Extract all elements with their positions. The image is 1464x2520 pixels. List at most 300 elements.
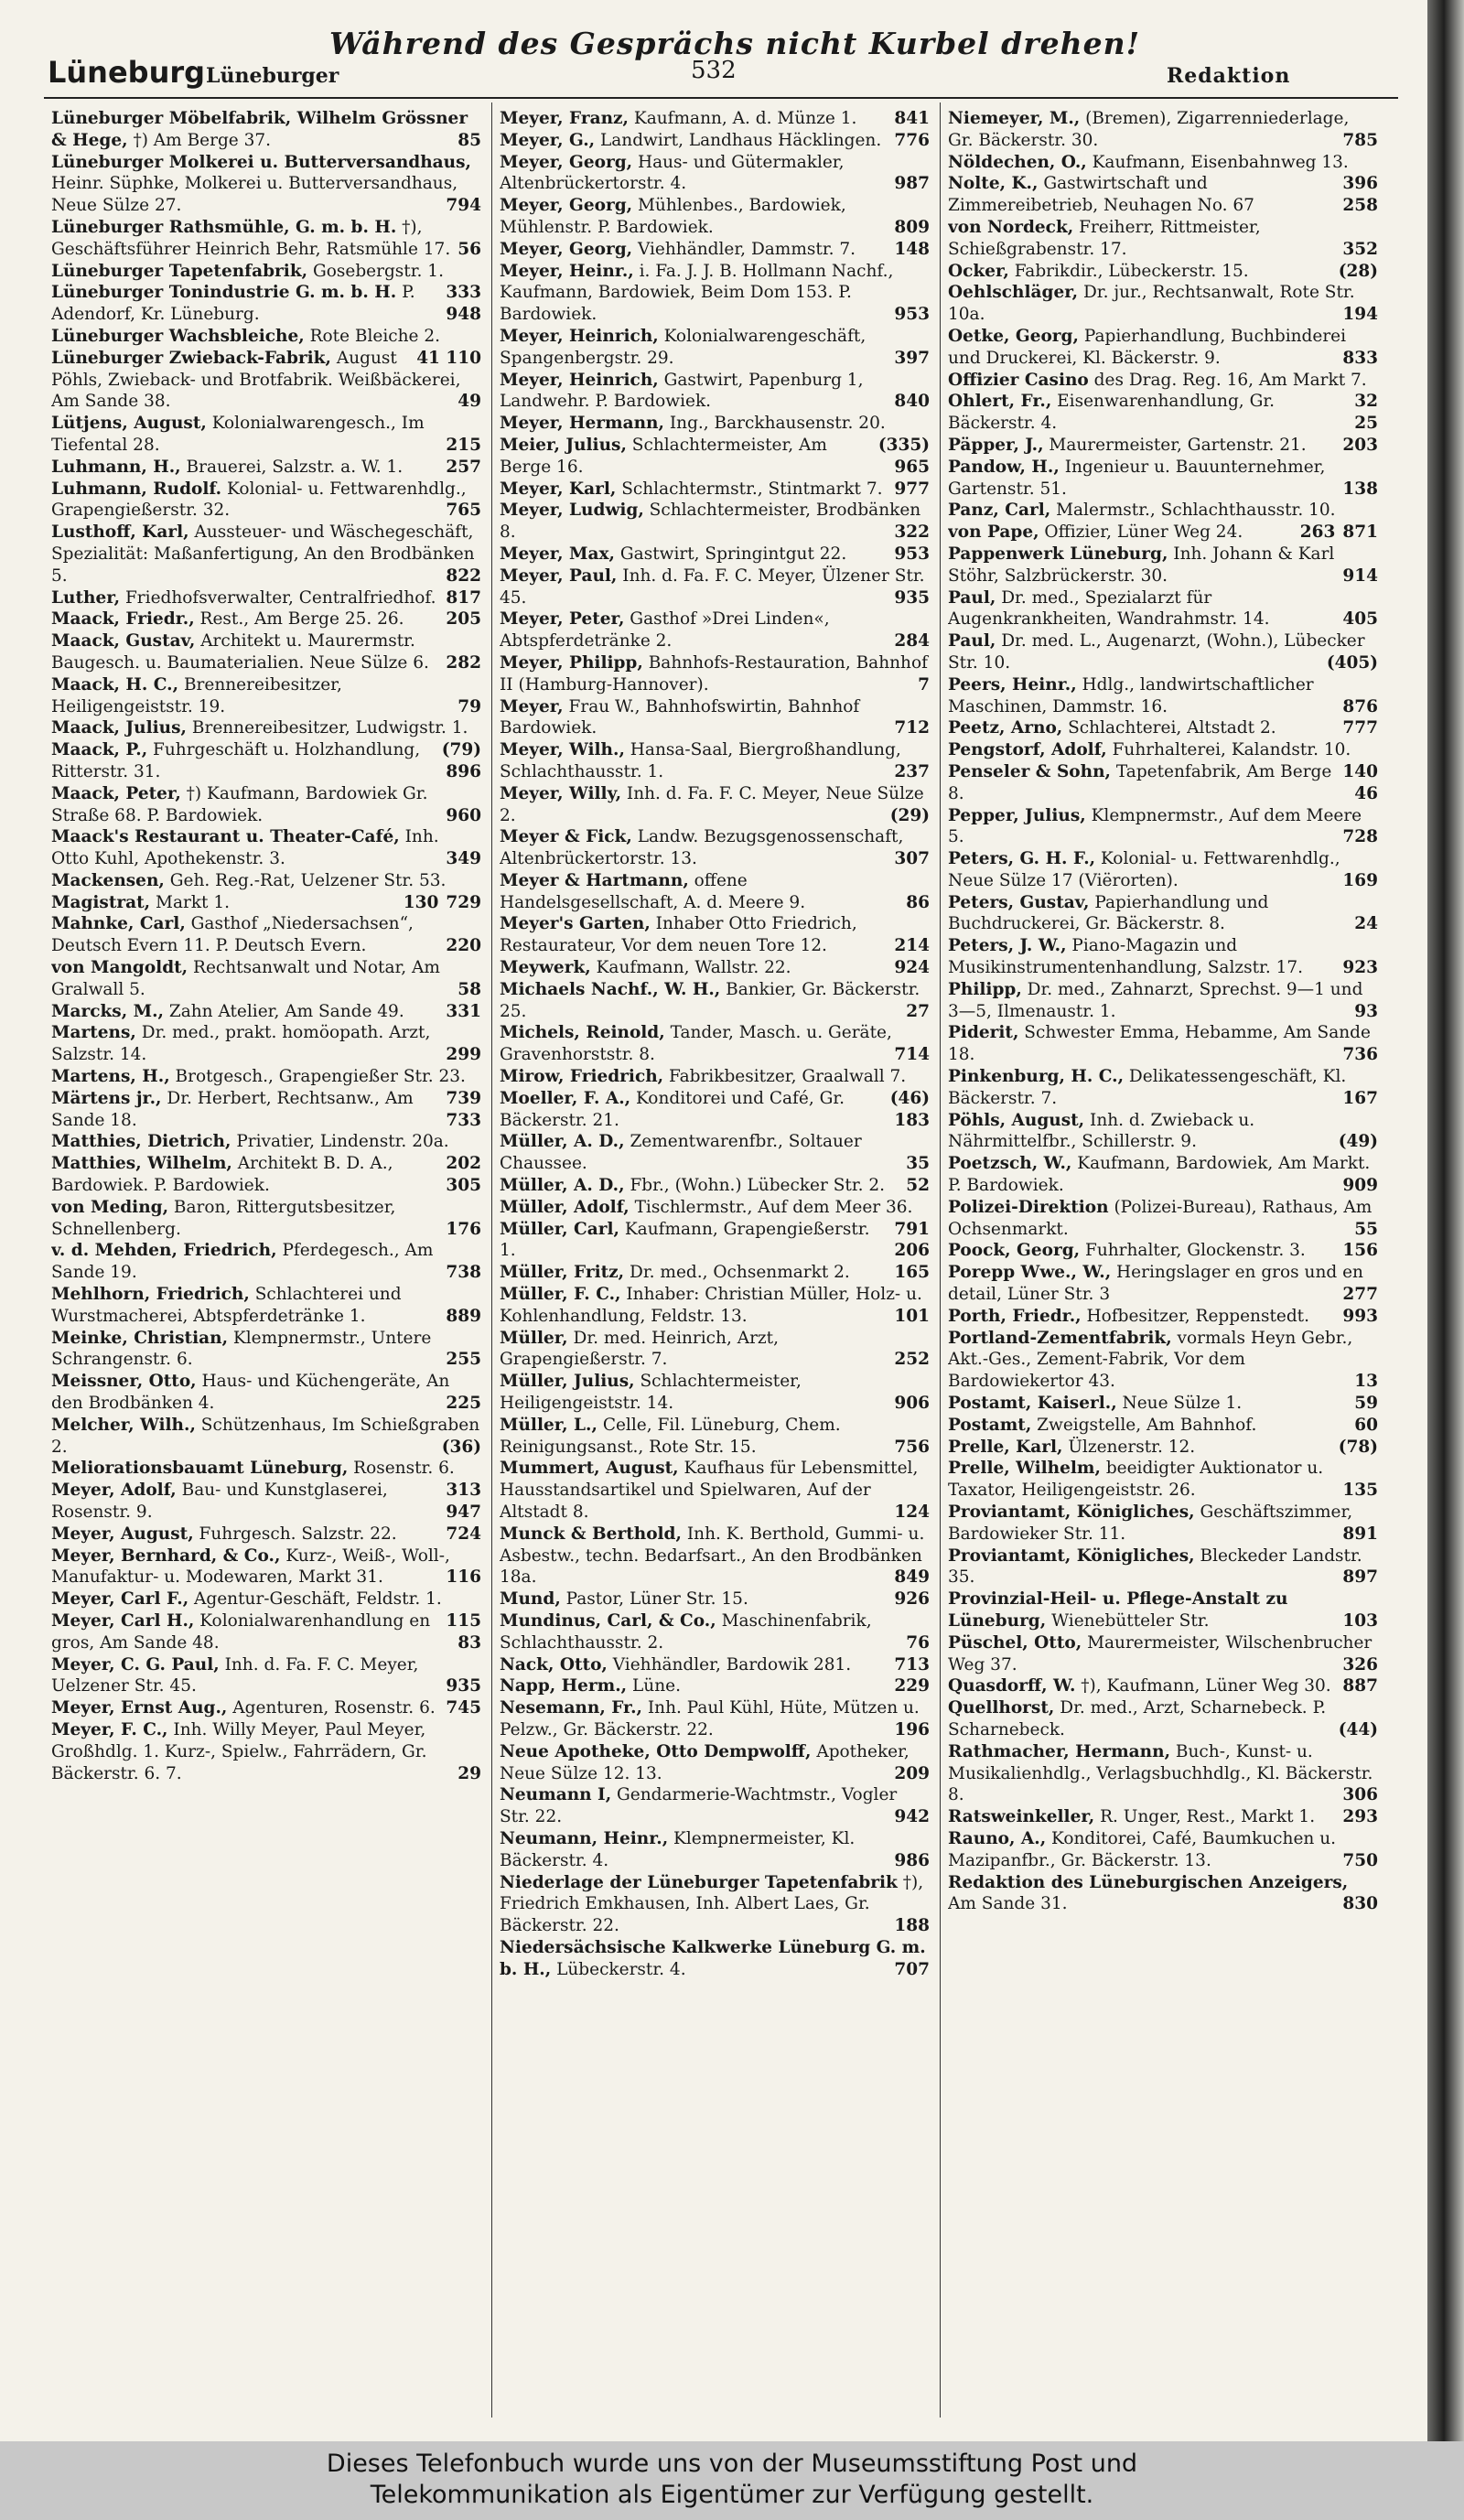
listing-entry	[500, 1610, 930, 1654]
phone-number: (78)	[1331, 1437, 1378, 1459]
listing-entry	[500, 435, 930, 479]
listing-details: August Pöhls, Zwieback- und Brotfabrik. Weißbäckerei, Am Sande 38.	[51, 348, 461, 412]
listing-details: Freiherr, Rittmeister, Schießgrabenstr. 17.	[948, 217, 1261, 259]
listing-name: Müller, Carl,	[500, 1219, 619, 1239]
listing-name: Nolte, K.,	[948, 174, 1039, 194]
listing-details: Klempnermstr., Auf dem Meere 5.	[948, 805, 1362, 847]
listing-name: Peters, G. H. F.,	[948, 849, 1096, 869]
listing-entry	[500, 1328, 930, 1372]
listing-entry	[500, 1284, 930, 1328]
listing-name: Meyer, Philipp,	[500, 652, 643, 673]
page-binding-edge	[1427, 0, 1464, 2441]
listing-entry	[51, 1415, 481, 1459]
listing-details: Kolonialwarengeschäft, Spangenbergstr. 29.	[500, 326, 867, 368]
listing-entry	[948, 1110, 1378, 1154]
listing-details: Markt 1.	[156, 892, 230, 912]
phone-number: 733	[438, 1110, 481, 1132]
phone-number: 960	[438, 805, 481, 827]
listing-details: Buch-, Kunst- u. Musikalienhdlg., Verlagsbuchhdlg., Kl. Bäckerstr. 8.	[948, 1741, 1373, 1805]
listing-details: †), Kaufmann, Lüner Weg 30.	[1081, 1676, 1331, 1696]
listing-details: Kaufmann, Grapengießerstr. 1.	[500, 1219, 870, 1261]
listing-name: Meyer's Garten,	[500, 914, 651, 934]
listing-details: Dr. jur., Rechtsanwalt, Rote Str. 10a.	[948, 283, 1355, 325]
listing-entry	[948, 522, 1378, 544]
listing-details: Lübeckerstr. 4.	[556, 1959, 686, 1979]
listing-details: Inhaber: Christian Müller, Holz- u. Kohlenhandlung, Feldstr. 13.	[500, 1285, 922, 1326]
listing-name: Pengstorf, Adolf,	[948, 740, 1107, 760]
listing-name: Oehlschläger,	[948, 283, 1079, 303]
phone-number: (46)	[883, 1088, 930, 1110]
listing-name: Polizei-Direktion	[948, 1197, 1109, 1217]
listing-details: Maurermeister, Wilschenbrucher Weg 37.	[948, 1632, 1372, 1675]
listing-entry	[948, 1415, 1378, 1437]
listing-name: Nöldechen, O.,	[948, 152, 1087, 172]
listing-entry	[948, 1545, 1378, 1589]
phone-number: 326	[1335, 1654, 1378, 1676]
listing-name: Poetzsch, W.,	[948, 1154, 1072, 1174]
listing-details: Ing., Barckhausenstr. 20.	[669, 414, 886, 434]
listing-details: Tapetenfabrik, Am Berge 8.	[948, 761, 1332, 803]
listing-name: Müller,	[500, 1328, 568, 1348]
listing-entry	[500, 1828, 930, 1872]
footer-line-1: Dieses Telefonbuch wurde uns von der Museumsstiftung Post und	[326, 2450, 1138, 2478]
phone-number: 115	[438, 1610, 481, 1632]
phone-number: 948	[438, 304, 481, 326]
listing-name: Meissner, Otto,	[51, 1372, 197, 1392]
phone-number: 83	[450, 1632, 481, 1654]
listing-details: Hansa-Saal, Biergroßhandlung, Schlachthausstr. 1.	[500, 740, 901, 781]
listing-name: Ratsweinkeller,	[948, 1807, 1095, 1827]
listing-name: Müller, A. D.,	[500, 1132, 625, 1152]
listing-details: Viehhändler, Dammstr. 7.	[637, 239, 856, 259]
listing-name: Meyer, Ludwig,	[500, 501, 644, 521]
listing-entry	[51, 1001, 481, 1023]
listing-details: (Polizei-Bureau), Rathaus, Am Ochsenmarkt.	[948, 1197, 1372, 1239]
listing-name: Meyer, August,	[51, 1524, 194, 1544]
listing-details: Dr. med. L., Augenarzt, (Wohn.), Lübecker Str. 10.	[948, 631, 1365, 673]
listing-name: Panz, Carl,	[948, 501, 1051, 521]
listing-entry	[948, 892, 1378, 936]
listing-details: Tander, Masch. u. Geräte, Gravenhorststr. 8.	[500, 1023, 892, 1065]
listing-entry	[51, 674, 481, 718]
listing-name: Meyer, Franz,	[500, 109, 629, 128]
listing-details: Eisenwarenhandlung, Gr. Bäckerstr. 4.	[948, 392, 1276, 434]
listing-name: Mirow, Friedrich,	[500, 1067, 664, 1087]
listing-details: Brotgesch., Grapengießer Str. 23.	[175, 1067, 466, 1087]
listing-entry	[948, 630, 1378, 674]
phone-number: 156	[1335, 1240, 1378, 1262]
listing-entry	[948, 1588, 1378, 1632]
phone-number: 206	[887, 1240, 930, 1262]
phone-number: 229	[887, 1675, 930, 1697]
listing-name: Meyer, Heinr.,	[500, 261, 634, 281]
listing-name: Meyer, Heinrich,	[500, 370, 659, 390]
directory-column-3	[948, 108, 1378, 2414]
listing-name: Oetke, Georg,	[948, 326, 1079, 346]
listing-entry	[948, 587, 1378, 631]
listing-details: Privatier, Lindenstr. 20a.	[236, 1132, 449, 1152]
listing-name: Meyer, Adolf,	[51, 1481, 177, 1501]
phone-number: 896	[438, 761, 481, 783]
listing-name: Meyer, Peter,	[500, 609, 625, 630]
listing-details: †) Am Berge 37.	[133, 130, 272, 150]
listing-details: Gendarmerie-Wachtmstr., Vogler Str. 22.	[500, 1785, 898, 1827]
listing-details: Papierhandlung, Buchbinderei und Druckerei, Kl. Bäckerstr. 9.	[948, 326, 1347, 368]
listing-details: Inh. Willy Meyer, Paul Meyer, Großhdlg. 1. Kurz-, Spielw., Fahrrädern, Gr. Bäckerstr. 6. 7.	[51, 1719, 427, 1783]
listing-details: Rosenstr. 6.	[353, 1459, 455, 1479]
listing-entry	[500, 1088, 930, 1132]
phone-number: 840	[887, 391, 930, 413]
listing-name: Müller, A. D.,	[500, 1176, 625, 1196]
phone-number: 953	[887, 304, 930, 326]
listing-entry	[948, 979, 1378, 1023]
phone-number: 906	[887, 1393, 930, 1415]
listing-entry	[51, 1654, 481, 1698]
listing-entry	[51, 479, 481, 522]
listing-name: Provinzial-Heil- u. Pflege-Anstalt zu Lüneburg,	[948, 1589, 1288, 1631]
phone-number: (44)	[1331, 1719, 1378, 1741]
listing-details: Kolonial- u. Fettwarenhdlg., Grapengießerstr. 32.	[51, 479, 467, 521]
phone-number: 130	[396, 892, 439, 914]
listing-details: Apotheker, Neue Sülze 12. 13.	[500, 1741, 910, 1783]
listing-details: Inh. Paul Kühl, Hüte, Mützen u. Pelzw., Gr. Bäckerstr. 22.	[500, 1698, 920, 1739]
listing-name: Pandow, H.,	[948, 457, 1060, 477]
phone-number: 876	[1335, 696, 1378, 718]
listing-entry	[500, 957, 930, 979]
phone-number: 215	[438, 435, 481, 457]
listing-details: Hdlg., landwirtschaftlicher Maschinen, Dammstr. 16.	[948, 674, 1314, 716]
column-divider	[940, 102, 941, 2418]
listing-entry	[948, 326, 1378, 370]
listing-entry	[500, 1371, 930, 1415]
listing-details: Konditorei, Café, Baumkuchen u. Mazipanfbr., Gr. Bäckerstr. 13.	[948, 1828, 1336, 1870]
listing-details: Fuhrhalterei, Kalandstr. 10.	[1112, 740, 1351, 760]
listing-name: Meyer, Hermann,	[500, 414, 664, 434]
listing-details: Neue Sülze 1.	[1122, 1394, 1243, 1414]
listing-details: Maurermeister, Gartenstr. 21.	[1049, 435, 1307, 455]
listing-entry	[51, 1284, 481, 1328]
listing-details: Landw. Bezugsgenossenschaft, Altenbrückertorstr. 13.	[500, 827, 904, 869]
listing-name: Müller, Julius,	[500, 1372, 635, 1392]
phone-number: 138	[1335, 479, 1378, 501]
phone-number: 713	[887, 1654, 930, 1676]
phone-number: 49	[450, 391, 481, 413]
listing-name: Marcks, M.,	[51, 1001, 164, 1021]
listing-details: Kolonialwarenhandlung en gros, Am Sande 48.	[51, 1610, 431, 1653]
listing-name: Prelle, Wilhelm,	[948, 1459, 1101, 1479]
phone-number: 965	[887, 457, 930, 479]
phone-number: 209	[887, 1763, 930, 1785]
listing-entry	[500, 1741, 930, 1785]
listing-name: Niedersächsische Kalkwerke Lüneburg G. m. b. H.,	[500, 1937, 926, 1979]
listing-name: Meyer,	[500, 696, 564, 716]
listing-details: Zahn Atelier, Am Sande 49.	[168, 1001, 404, 1021]
listing-name: Neue Apotheke, Otto Dempwolff,	[500, 1741, 812, 1761]
listing-name: Mundinus, Carl, & Co.,	[500, 1610, 716, 1631]
phone-number: 785	[1335, 130, 1378, 152]
listing-entry	[948, 1632, 1378, 1676]
listing-name: Matthies, Wilhelm,	[51, 1154, 232, 1174]
listing-details: Inhaber Otto Friedrich, Restaurateur, Vor dem neuen Tore 12.	[500, 914, 857, 956]
listing-name: Meyer & Fick,	[500, 827, 632, 847]
listing-entry	[51, 1697, 481, 1719]
listing-entry	[948, 761, 1378, 805]
phone-number: 841	[887, 108, 930, 130]
phone-number: 833	[1335, 348, 1378, 370]
listing-name: Lüneburger Molkerei u. Butterversandhaus,	[51, 152, 471, 172]
phone-number: 724	[438, 1524, 481, 1545]
phone-number: 935	[438, 1675, 481, 1697]
listing-details: Bahnhofs-Restauration, Bahnhof II (Hamburg-Hannover).	[500, 652, 928, 695]
phone-number: 59	[1347, 1393, 1378, 1415]
listing-details: Kaufmann, A. d. Münze 1.	[633, 109, 857, 128]
phone-number: 24	[1347, 913, 1378, 935]
phone-number: 887	[1335, 1675, 1378, 1697]
listing-name: Mahnke, Carl,	[51, 914, 186, 934]
phone-number: 263	[1293, 522, 1336, 544]
phone-number: 333	[438, 282, 481, 304]
listing-name: Meyer, G.,	[500, 130, 596, 150]
listing-name: Meinke, Christian,	[51, 1328, 229, 1348]
listing-entry	[500, 565, 930, 609]
listing-name: Proviantamt, Königliches,	[948, 1502, 1195, 1522]
listing-name: Proviantamt, Königliches,	[948, 1545, 1195, 1566]
listing-details: Klempnermeister, Kl. Bäckerstr. 4.	[500, 1828, 856, 1870]
phone-number: 977	[887, 479, 930, 501]
listing-name: Maack, Peter,	[51, 783, 181, 803]
listing-details: Fbr., (Wohn.) Lübecker Str. 2.	[630, 1176, 886, 1196]
listing-entry	[948, 674, 1378, 718]
listing-details: Schlachterei und Wurstmacherei, Abtspferdetränke 1.	[51, 1285, 402, 1326]
listing-entry	[51, 1371, 481, 1415]
phone-number: 397	[887, 348, 930, 370]
listing-name: Pinkenburg, H. C.,	[948, 1067, 1125, 1087]
directory-column-2	[500, 108, 930, 2414]
listing-name: Meyer, Bernhard, & Co.,	[51, 1545, 281, 1566]
listing-details: Zweigstelle, Am Bahnhof.	[1037, 1415, 1257, 1435]
listing-entry	[948, 1022, 1378, 1066]
phone-number: 277	[1335, 1284, 1378, 1306]
phone-number: 926	[887, 1588, 930, 1610]
listing-name: v. d. Mehden, Friedrich,	[51, 1241, 277, 1261]
phone-number: (49)	[1331, 1131, 1378, 1153]
listing-name: Müller, Adolf,	[500, 1197, 630, 1217]
listing-entry	[51, 1610, 481, 1654]
listing-details: Schwester Emma, Hebamme, Am Sande 18.	[948, 1023, 1371, 1065]
listing-name: Matthies, Dietrich,	[51, 1132, 231, 1152]
listing-name: Rauno, A.,	[948, 1828, 1047, 1848]
listing-details: Haus- und Gütermakler, Altenbrückertorstr. 4.	[500, 152, 845, 194]
listing-details: Mühlenbes., Bardowiek, Mühlenstr. P. Bardowiek.	[500, 196, 846, 237]
listing-entry	[51, 152, 481, 217]
listing-name: Munck & Berthold,	[500, 1524, 682, 1544]
phone-number: 205	[438, 608, 481, 630]
listing-entry	[500, 608, 930, 652]
phone-number: 203	[1335, 435, 1378, 457]
listing-name: Niemeyer, M.,	[948, 109, 1081, 128]
phone-number: 188	[887, 1915, 930, 1937]
listing-entry	[51, 522, 481, 587]
listing-details: Zementwarenfbr., Soltauer Chaussee.	[500, 1132, 862, 1174]
phone-number: (405)	[1319, 652, 1378, 674]
phone-number: 46	[1347, 783, 1378, 805]
listing-entry	[51, 1524, 481, 1545]
phone-number: 729	[438, 892, 481, 914]
listing-name: Melcher, Wilh.,	[51, 1415, 196, 1435]
phone-number: 942	[887, 1806, 930, 1828]
listing-details: Inh. Otto Kuhl, Apothekenstr. 3.	[51, 827, 439, 869]
listing-entry	[948, 457, 1378, 501]
phone-number: 794	[438, 195, 481, 217]
phone-number: 225	[438, 1393, 481, 1415]
listing-name: Peters, J. W.,	[948, 936, 1067, 956]
listing-details: Piano-Magazin und Musikinstrumentenhandlung, Salzstr. 17.	[948, 936, 1304, 978]
listing-name: Nesemann, Fr.,	[500, 1698, 642, 1718]
listing-name: Meyer, Willy,	[500, 783, 622, 803]
listing-details: Baron, Rittergutsbesitzer, Schnellenberg.	[51, 1197, 396, 1239]
listing-name: Portland-Zementfabrik,	[948, 1328, 1172, 1348]
listing-details: Bleckeder Landstr. 35.	[948, 1545, 1362, 1588]
listing-name: Mehlhorn, Friedrich,	[51, 1285, 250, 1305]
listing-details: des Drag. Reg. 16, Am Markt 7.	[1093, 370, 1367, 390]
listing-name: Porepp Wwe., W.,	[948, 1263, 1112, 1283]
listing-name: Rathmacher, Hermann,	[948, 1741, 1171, 1761]
listing-entry	[51, 217, 481, 261]
phone-number: 924	[887, 957, 930, 979]
listing-details: Inh. d. Fa. F. C. Meyer, Neue Sülze 2.	[500, 783, 924, 825]
listing-details: Fuhrhalter, Glockenstr. 3.	[1084, 1241, 1306, 1261]
listing-details: Maschinenfabrik, Schlachthausstr. 2.	[500, 1610, 872, 1653]
listing-entry	[500, 979, 930, 1023]
listing-name: Märtens jr.,	[51, 1088, 162, 1108]
phone-number: 148	[887, 239, 930, 261]
listing-name: Poock, Georg,	[948, 1241, 1081, 1261]
phone-number: 891	[1335, 1524, 1378, 1545]
listing-name: Pepper, Julius,	[948, 805, 1086, 825]
listing-details: Geh. Reg.-Rat, Uelzener Str. 53.	[169, 870, 447, 890]
listing-details: Schlachtermstr., Stintmarkt 7.	[621, 479, 883, 499]
listing-name: Ocker,	[948, 261, 1009, 281]
phone-number: (36)	[435, 1437, 481, 1459]
phone-number: 237	[887, 761, 930, 783]
phone-number: 214	[887, 935, 930, 957]
listing-name: Lütjens, August,	[51, 414, 207, 434]
phone-number: 124	[887, 1502, 930, 1524]
phone-number: 305	[438, 1175, 481, 1197]
listing-details: Fabrikbesitzer, Graalwall 7.	[669, 1067, 907, 1087]
phone-number: 7	[910, 674, 930, 696]
listing-details: Agentur-Geschäft, Feldstr. 1.	[194, 1589, 442, 1610]
listing-details: Gastwirtschaft und Zimmereibetrieb, Neuhagen No. 67	[948, 174, 1254, 216]
listing-entry	[948, 217, 1378, 261]
listing-entry	[500, 1784, 930, 1828]
phone-number: 55	[1347, 1219, 1378, 1241]
phone-number: 196	[887, 1719, 930, 1741]
listing-name: Luhmann, Rudolf.	[51, 479, 222, 499]
listing-details: Fuhrgesch. Salzstr. 22.	[199, 1524, 397, 1544]
listing-entry	[500, 1872, 930, 1937]
listing-details: Gastwirt, Springintgut 22.	[619, 544, 847, 564]
listing-name: Meyer, Karl,	[500, 479, 617, 499]
listing-details: Delikatessengeschäft, Kl. Bäckerstr. 7.	[948, 1067, 1347, 1108]
listing-details: Tischlermstr., Auf dem Meer 36.	[634, 1197, 913, 1217]
listing-details: Architekt B. D. A., Bardowiek. P. Bardowiek.	[51, 1154, 393, 1196]
listing-details: vormals Heyn Gebr., Akt.-Ges., Zement-Fabrik, Vor dem Bardowiekertor 43.	[948, 1328, 1353, 1392]
listing-name: Lüneburger Zwieback-Fabrik,	[51, 348, 331, 368]
listing-entry	[500, 152, 930, 196]
listing-details: Dr. med., Zahnarzt, Sprechst. 9—1 und 3—5, Ilmenaustr. 1.	[948, 979, 1363, 1021]
listing-details: Schlachtermeister, Heiligengeiststr. 14.	[500, 1372, 802, 1414]
phone-number: 140	[1335, 761, 1378, 783]
phone-number: 58	[450, 979, 481, 1001]
phone-number: 25	[1347, 413, 1378, 435]
phone-number: 986	[887, 1850, 930, 1872]
listing-entry	[500, 1458, 930, 1523]
phone-number: 871	[1335, 522, 1378, 544]
listing-entry	[500, 1175, 930, 1197]
listing-entry	[948, 1741, 1378, 1806]
listing-entry	[948, 1328, 1378, 1393]
listing-details: Fuhrgeschäft u. Holzhandlung, Ritterstr. 31.	[51, 740, 421, 781]
listing-entry	[948, 108, 1378, 152]
listing-entry	[500, 1524, 930, 1588]
listing-details: Heringslager en gros und en detail, Lüner Str. 3	[948, 1263, 1363, 1305]
listing-entry	[948, 1437, 1378, 1459]
listing-entry	[500, 870, 930, 914]
listing-name: Maack's Restaurant u. Theater-Café,	[51, 827, 400, 847]
listing-entry	[51, 1328, 481, 1372]
listing-name: Peetz, Arno,	[948, 718, 1063, 738]
phone-number: 728	[1335, 826, 1378, 848]
listing-details: Schützenhaus, Im Schießgraben 2.	[51, 1415, 480, 1457]
phone-number: 745	[438, 1697, 481, 1719]
listing-details: Dr. med., Spezialarzt für Augenkrankheiten, Wandrahmstr. 14.	[948, 587, 1270, 630]
listing-name: Prelle, Karl,	[948, 1437, 1063, 1457]
phone-number: 331	[438, 1001, 481, 1023]
phone-number: 176	[438, 1219, 481, 1241]
listing-entry	[500, 130, 930, 152]
listing-name: Mummert, August,	[500, 1459, 679, 1479]
listing-entry	[500, 1415, 930, 1459]
listing-name: Meyer & Hartmann,	[500, 870, 689, 890]
listing-name: von Mangoldt,	[51, 958, 188, 978]
listing-details: Schlachtermeister, Am Berge 16.	[500, 435, 827, 477]
listing-name: Mackensen,	[51, 870, 165, 890]
listing-details: Gastwirt, Papenburg 1, Landwehr. P. Bardowiek.	[500, 370, 864, 412]
listing-name: Päpper, J.,	[948, 435, 1044, 455]
listing-entry	[51, 957, 481, 1001]
listing-name: Pappenwerk Lüneburg,	[948, 544, 1168, 564]
listing-entry	[51, 282, 481, 326]
listing-name: Lüneburger Möbelfabrik, Wilhelm Grössner & Hege,	[51, 109, 468, 150]
listing-name: Maack, Julius,	[51, 718, 187, 738]
phone-number: 293	[1335, 1806, 1378, 1828]
listing-entry	[948, 805, 1378, 849]
listing-details: †) Kaufmann, Bardowiek Gr. Straße 68. P. Bardowiek.	[51, 783, 428, 825]
phone-number: 349	[438, 848, 481, 870]
listing-entry	[500, 1131, 930, 1175]
listing-entry	[948, 1828, 1378, 1872]
listing-name: Mund,	[500, 1589, 561, 1610]
listing-name: Meyer, Carl F.,	[51, 1589, 189, 1610]
listing-details: Brauerei, Salzstr. a. W. 1.	[186, 457, 404, 477]
listing-details: (Bremen), Zigarrenniederlage, Gr. Bäckerstr. 30.	[948, 109, 1350, 150]
listing-details: Wienebütteler Str.	[1051, 1610, 1210, 1631]
listing-name: Müller, F. C.,	[500, 1285, 621, 1305]
listing-entry	[500, 261, 930, 326]
header-rule	[44, 97, 1398, 99]
phone-number: 13	[1347, 1371, 1378, 1393]
